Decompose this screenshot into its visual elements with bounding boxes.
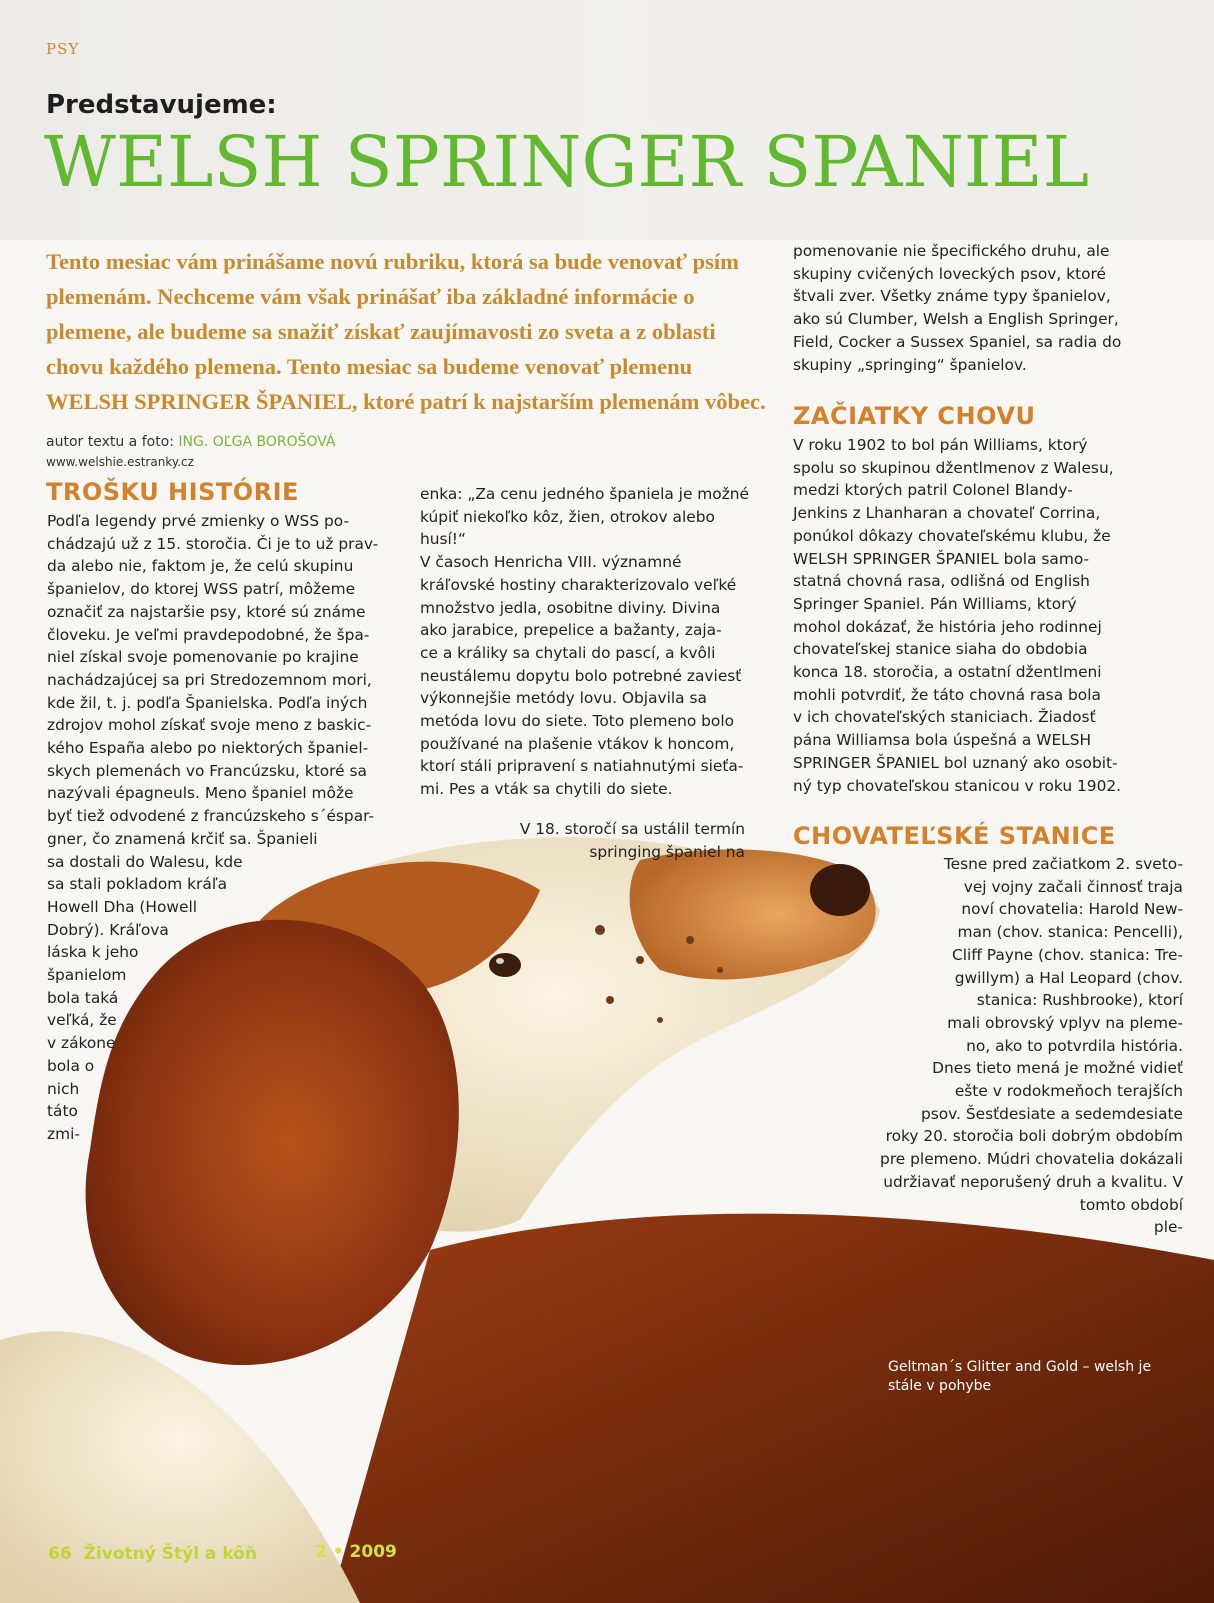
article-title: WELSH SPRINGER SPANIEL [44, 121, 1090, 203]
text-line: Howell Dha (Howell [47, 897, 198, 916]
text-line: psov. Šesťdesiate a sedemdesiate [920, 1104, 1183, 1123]
text-line: španielom [47, 966, 127, 985]
heading-breeding-start: ZAČIATKY CHOVU [793, 402, 1036, 430]
text-line: Tesne pred začiatkom 2. sveto- [943, 855, 1183, 873]
text-line: SPRINGER ŠPANIEL bol uznaný ako osobit- [793, 753, 1118, 772]
text-line: Podľa legendy prvé zmienky o WSS po- [47, 512, 350, 530]
text-line: skupiny „springing“ španielov. [793, 355, 1027, 374]
text-line: gwillym) a Hal Leopard (chov. [954, 968, 1183, 987]
text-line: enka: „Za cenu jedného španiela je možné [420, 485, 750, 503]
text-line: Field, Cocker a Sussex Spaniel, sa radia do [793, 332, 1122, 351]
text-line: veľká, že [47, 1011, 117, 1030]
text-line: Dobrý). Kráľova [47, 920, 169, 939]
text-line: pomenovanie nie špecifického druhu, ale [793, 242, 1110, 260]
text-line: výkonnejšie metódy lovu. Objavila sa [420, 689, 707, 708]
column-1-text [47, 510, 407, 1146]
text-line: mohol dokázať, že história jeho rodinnej [793, 617, 1102, 636]
text-line: ako jarabice, prepelice a bažanty, zaja- [420, 621, 722, 640]
text-line: statná chovná rasa, odlišná od English [793, 572, 1090, 591]
text-line: bola o [47, 1056, 95, 1075]
text-line: chádzajú už z 15. storočia. Či je to už prav- [47, 534, 379, 553]
text-line: Jenkins z Lhanharan a chovateľ Corrina, [793, 504, 1101, 523]
text-line: V časoch Henricha VIII. významné [420, 553, 682, 572]
page-number: 66 [48, 1544, 72, 1564]
text-line: množstvo jedla, osobitne diviny. Divina [420, 598, 721, 617]
text-line: vej vojny začali činnosť traja [963, 877, 1183, 896]
text-line: zdrojov mohol získať svoje meno z baskic- [47, 716, 372, 735]
text-line: springing španiel na [589, 842, 745, 861]
text-line: ponúkol dôkazy chovateľskému klubu, že [793, 526, 1111, 545]
text-line: V 18. storočí sa ustálil termín [519, 820, 745, 838]
text-line: mohli potvrdiť, že táto chovná rasa bola [793, 685, 1101, 704]
text-line: Springer Spaniel. Pán Williams, ktorý [793, 594, 1077, 613]
text-line: noví chovatelia: Harold New- [961, 900, 1183, 919]
text-line: nazývali épagneuls. Meno španiel môže [47, 784, 354, 803]
text-line: neustálemu dopytu bolo potrebné zaviesť [420, 666, 742, 685]
text-line: kráľovské hostiny charakterizovalo veľké [420, 575, 737, 594]
text-line: ešte v rodokmeňoch terajších [954, 1082, 1183, 1101]
column-2-tail [485, 818, 745, 863]
text-line: kde žil, t. j. podľa Španielska. Podľa iných [47, 693, 368, 712]
kicker: Predstavujeme: [46, 90, 277, 120]
text-line: husí!“ [420, 530, 466, 549]
text-line: človeku. Je veľmi pravdepodobné, že špa- [47, 625, 370, 644]
footer [48, 1544, 263, 1564]
byline-prefix: autor textu a foto: [46, 434, 179, 450]
text-line: byť tiež odvodené z francúzskeho s´éspar- [47, 807, 375, 826]
column-3-intro [793, 240, 1183, 376]
text-line: WELSH SPRINGER ŠPANIEL bola samo- [793, 549, 1090, 568]
text-line: man (chov. stanica: Pencelli), [957, 923, 1183, 942]
text-line: kého España alebo po niektorých španiel- [47, 739, 369, 758]
text-line: sa stali pokladom kráľa [47, 875, 228, 894]
text-line: stanica: Rushbrooke), ktorí [976, 991, 1183, 1010]
text-line: skupiny cvičených loveckých psov, ktoré [793, 264, 1106, 283]
text-line: ple- [1153, 1218, 1183, 1237]
text-line: tomto období [1079, 1195, 1183, 1214]
background-bleed [0, 0, 1214, 240]
text-line: ný typ chovateľskou stanicou v roku 1902. [793, 776, 1122, 795]
text-line: v zákone [47, 1034, 116, 1053]
byline-url: www.welshie.estranky.cz [46, 455, 194, 469]
section-tag: PSY [46, 40, 80, 58]
text-line: bola taká [47, 988, 119, 1007]
text-line: táto [47, 1102, 78, 1121]
text-line: metóda lovu do siete. Toto plemeno bolo [420, 712, 735, 731]
text-line: nich [47, 1079, 80, 1098]
text-line: kúpiť niekoľko kôz, žien, otrokov alebo [420, 507, 715, 526]
text-line: v ich chovateľských staniciach. Žiadosť [793, 708, 1096, 727]
heading-kennels: CHOVATEĽSKÉ STANICE [793, 822, 1116, 850]
text-line: no, ako to potvrdila história. [966, 1036, 1183, 1055]
text-line: ako sú Clumber, Welsh a English Springer, [793, 310, 1119, 329]
text-line: chovateľskej stanice siaha do obdobia [793, 640, 1088, 659]
issue-number: 2 • 2009 [315, 1542, 397, 1562]
text-line: Dnes tieto mená je možné vidieť [932, 1059, 1183, 1078]
text-line: nachádzajúcej sa pri Stredozemnom mori, [47, 670, 372, 689]
text-line: V roku 1902 to bol pán Williams, ktorý [793, 436, 1088, 454]
byline-author: ING. OĽGA BOROŠOVÁ [178, 434, 336, 450]
byline [46, 432, 446, 472]
photo-caption: Geltman´s Glitter and Gold – welsh je stále v pohybe [888, 1359, 1152, 1394]
text-line: roky 20. storočia boli dobrým obdobím [885, 1127, 1183, 1146]
text-line: označiť za najstaršie psy, ktoré sú známe [47, 602, 366, 621]
text-line: gner, čo znamená krčiť sa. Španieli [47, 829, 318, 848]
heading-history: TROŠKU HISTÓRIE [46, 478, 299, 506]
text-line: mali obrovský vplyv na pleme- [947, 1013, 1183, 1032]
text-line: pre plemeno. Múdri chovatelia dokázali [880, 1150, 1183, 1169]
text-line: štvali zver. Všetky známe typy španielov, [793, 287, 1111, 306]
text-line: používané na plašenie vtákov k honcom, [420, 734, 735, 753]
text-line: konca 18. storočia, a ostatní džentlmeni [793, 663, 1102, 682]
text-line: skych plemenách vo Francúzsku, ktoré sa [47, 761, 367, 780]
text-line: Cliff Payne (chov. stanica: Tre- [951, 945, 1183, 964]
text-line: udržiavať neporušený druh a kvalitu. V [883, 1172, 1183, 1191]
magazine-name: Životný Štýl a kôň [83, 1544, 257, 1564]
column-2-text [420, 483, 780, 801]
text-line: ce a králiky sa chytali do pascí, a kvôli [420, 643, 716, 662]
text-line: zmi- [47, 1124, 80, 1143]
column-3-text-2 [793, 434, 1183, 797]
text-line: spolu so skupinou džentlmenov z Walesu, [793, 458, 1114, 477]
lead-paragraph: Tento mesiac vám prinášame novú rubriku, ktorá sa bude venovať psím plemenám. Nechceme vám však prinášať iba základné informácie o plemene, ale budeme sa snažiť získať zaujímavosti zo sveta a z oblasti chovu každého plemena. Tento mesiac sa budeme venovať plemenu WELSH SPRINGER ŠPANIEL, ktoré patrí k najstarším plemenám vôbec. [46, 249, 766, 414]
text-line: ktorí stáli pripravení s natiahnutými sieťa- [420, 757, 744, 776]
text-line: niel získal svoje pomenovanie po krajine [47, 648, 359, 667]
text-line: mi. Pes a vták sa chytili do siete. [420, 780, 673, 799]
text-line: láska k jeho [47, 943, 139, 962]
text-line: da alebo nie, faktom je, že celú skupinu [47, 557, 354, 576]
text-line: medzi ktorých patril Colonel Blandy- [793, 481, 1073, 500]
text-line: španielov, do ktorej WSS patrí, môžeme [47, 580, 356, 599]
column-3-text-3 [793, 853, 1183, 1239]
text-line: sa dostali do Walesu, kde [47, 852, 243, 871]
text-line: pána Williamsa bola úspešná a WELSH [793, 731, 1092, 750]
